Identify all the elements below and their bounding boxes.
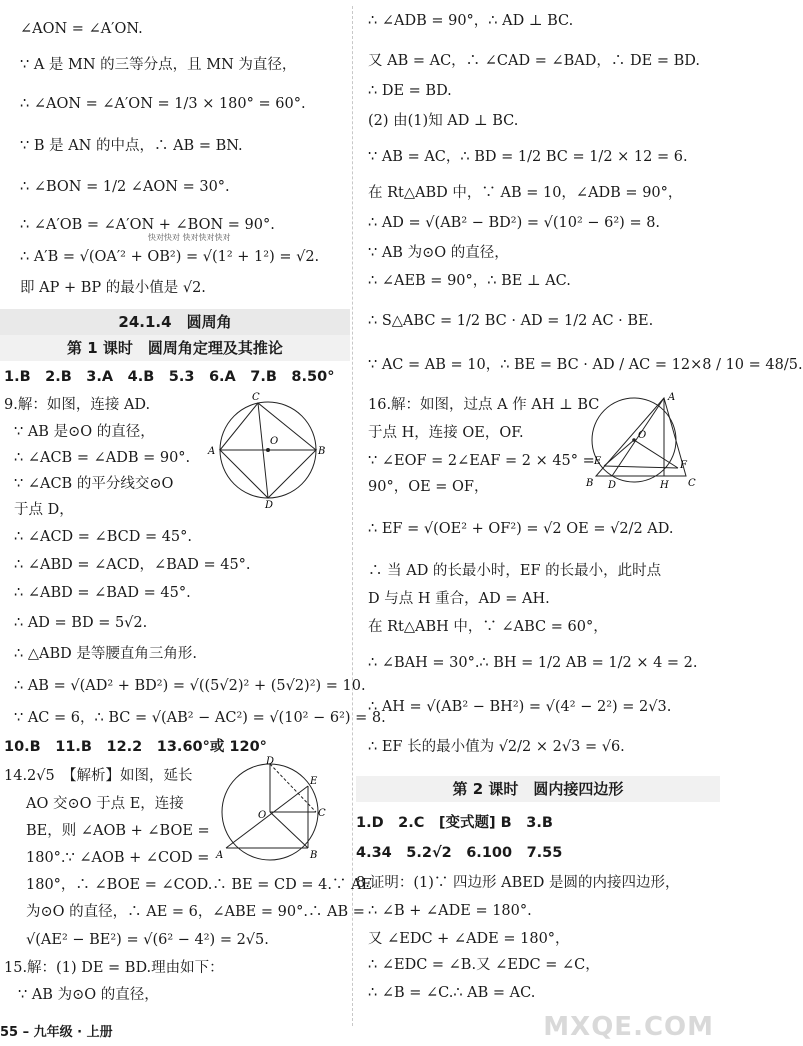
fig-label: E bbox=[310, 776, 318, 787]
q14-line: AO 交⊙O 于点 E，连接 bbox=[26, 796, 184, 812]
q8-line: ∴ ∠EDC = ∠B.又 ∠EDC = ∠C， bbox=[368, 957, 600, 973]
q15-line: 15.解：(1) DE = BD.理由如下： bbox=[4, 960, 224, 976]
stamp-text: 快对快对 快对快对快对 bbox=[148, 233, 231, 242]
q9-line: ∴ ∠ABD = ∠BAD = 45°. bbox=[14, 585, 191, 601]
answers-row: 1.B 2.B 3.A 4.B 5.3 6.A 7.B 8.50° bbox=[4, 369, 335, 385]
q14-figure bbox=[214, 756, 328, 866]
q16-line: ∴ EF = √(OE² + OF²) = √2 OE = √2/2 AD. bbox=[368, 521, 674, 537]
lesson-title: 第 2 课时 圆内接四边形 bbox=[356, 776, 720, 802]
q14-line: 180°.∵ ∠AOB + ∠COD = bbox=[26, 850, 210, 866]
q16-line: ∴ AH = √(AB² − BH²) = √(4² − 2²) = 2√3. bbox=[368, 699, 672, 715]
q15-line: ∵ AB 为⊙O 的直径， bbox=[18, 987, 159, 1003]
fig-label: E bbox=[594, 456, 602, 467]
text-line: ∵ B 是 AN 的中点，∴ AB = BN. bbox=[20, 138, 243, 154]
q8-line: ∴ ∠B = ∠C.∴ AB = AC. bbox=[368, 985, 536, 1001]
q16-figure bbox=[582, 390, 706, 492]
fig-label: O bbox=[270, 436, 279, 447]
q16-line: ∴ EF 长的最小值为 √2/2 × 2√3 = √6. bbox=[368, 739, 625, 755]
fig-label: C bbox=[688, 478, 696, 489]
q14-line: 为⊙O 的直径，∴ AE = 6，∠ABE = 90°.∴ AB = bbox=[26, 904, 365, 920]
q15-line: (2) 由(1)知 AD ⊥ BC. bbox=[368, 113, 519, 129]
q15-line: ∴ DE = BD. bbox=[368, 83, 452, 99]
q15-line: ∴ S△ABC = 1/2 BC · AD = 1/2 AC · BE. bbox=[368, 313, 654, 329]
q9-line: ∴ AB = √(AD² + BD²) = √((5√2)² + (5√2)²) = 10. bbox=[14, 678, 366, 694]
q15-line: ∵ AC = AB = 10，∴ BE = BC · AD / AC = 12×8 / 10 = 48/5. bbox=[368, 357, 803, 373]
q16-line: D 与点 H 重合，AD = AH. bbox=[368, 591, 550, 607]
fig-label: O bbox=[258, 810, 267, 821]
q9-line: ∴ △ABD 是等腰直角三角形. bbox=[14, 646, 197, 662]
fig-label: B bbox=[310, 850, 318, 861]
q9-figure bbox=[206, 388, 330, 510]
q15-line: 又 AB = AC，∴ ∠CAD = ∠BAD，∴ DE = BD. bbox=[368, 53, 700, 69]
fig-label: O bbox=[638, 430, 647, 441]
q16-line: ∵ ∠EOF = 2∠EAF = 2 × 45° = bbox=[368, 453, 595, 469]
q15-line: ∵ AB 为⊙O 的直径， bbox=[368, 245, 509, 261]
fig-label: H bbox=[660, 480, 669, 491]
q9-line: ∴ ∠ACB = ∠ADB = 90°. bbox=[14, 450, 191, 466]
q8-line: 又 ∠EDC + ∠ADE = 180°， bbox=[368, 931, 570, 947]
q14-line: BE，则 ∠AOB + ∠BOE = bbox=[26, 823, 210, 839]
q9-line: 9.解：如图，连接 AD. bbox=[4, 397, 151, 413]
q9-line: ∵ ∠ACB 的平分线交⊙O bbox=[14, 476, 174, 492]
fig-label: D bbox=[608, 480, 617, 491]
text-line: ∴ ∠A′OB = ∠A′ON + ∠BON = 90°. bbox=[20, 217, 275, 233]
q9-line: 于点 D， bbox=[14, 502, 74, 518]
q14-line: 14.2√5 【解析】如图，延长 bbox=[4, 768, 193, 784]
fig-label: D bbox=[266, 756, 275, 767]
text-line: ∴ A′B = √(OA′² + OB²) = √(1² + 1²) = √2. bbox=[20, 249, 320, 265]
fig-label: A bbox=[208, 446, 216, 457]
q15-line: ∴ AD = √(AB² − BD²) = √(10² − 6²) = 8. bbox=[368, 215, 661, 231]
q9-line: ∵ AC = 6，∴ BC = √(AB² − AC²) = √(10² − 6²) = 8. bbox=[14, 710, 386, 726]
q9-line: ∵ AB 是⊙O 的直径， bbox=[14, 424, 155, 440]
q8-line: ∴ ∠B + ∠ADE = 180°. bbox=[368, 903, 532, 919]
q9-line: ∴ ∠ACD = ∠BCD = 45°. bbox=[14, 529, 193, 545]
fig-label: B bbox=[586, 478, 594, 489]
text-line: ∵ A 是 MN 的三等分点，且 MN 为直径， bbox=[20, 57, 297, 73]
fig-label: C bbox=[318, 808, 326, 819]
fig-label: A bbox=[216, 850, 224, 861]
q15-line: ∴ ∠AEB = 90°，∴ BE ⊥ AC. bbox=[368, 273, 571, 289]
q16-line: 90°，OE = OF， bbox=[368, 479, 489, 495]
q9-line: ∴ ∠ABD = ∠ACD，∠BAD = 45°. bbox=[14, 557, 251, 573]
fig-label: F bbox=[680, 460, 687, 471]
text-line: ∴ ∠AON = ∠A′ON = 1/3 × 180° = 60°. bbox=[20, 96, 306, 112]
q16-line: ∴ 当 AD 的长最小时，EF 的长最小，此时点 bbox=[368, 563, 662, 579]
fig-label: C bbox=[252, 392, 260, 403]
q16-line: 在 Rt△ABH 中，∵ ∠ABC = 60°， bbox=[368, 619, 608, 635]
fig-label: B bbox=[318, 446, 326, 457]
q16-line: ∴ ∠BAH = 30°.∴ BH = 1/2 AB = 1/2 × 4 = 2. bbox=[368, 655, 698, 671]
text-line: ∴ ∠BON = 1/2 ∠AON = 30°. bbox=[20, 179, 230, 195]
q15-line: 在 Rt△ABD 中，∵ AB = 10，∠ADB = 90°， bbox=[368, 185, 683, 201]
answers-row: 1.D 2.C [变式题] B 3.B bbox=[356, 815, 553, 831]
text-line: ∠AON = ∠A′ON. bbox=[20, 21, 143, 37]
q14-line: √(AE² − BE²) = √(6² − 4²) = 2√5. bbox=[26, 932, 269, 948]
page-footer: 55 – 九年级 · 上册 bbox=[0, 1025, 113, 1040]
watermark-text: MXQE.COM bbox=[543, 1012, 714, 1042]
fig-label: A bbox=[668, 392, 676, 403]
section-title: 24.1.4 圆周角 bbox=[0, 309, 350, 335]
answers-row: 4.34 5.2√2 6.100 7.55 bbox=[356, 845, 563, 861]
lesson-title: 第 1 课时 圆周角定理及其推论 bbox=[0, 335, 350, 361]
q8-line: 8.证明：(1)∵ 四边形 ABED 是圆的内接四边形， bbox=[356, 875, 680, 891]
q16-line: 于点 H，连接 OE，OF. bbox=[368, 425, 524, 441]
column-divider bbox=[352, 6, 353, 1026]
q16-line: 16.解：如图，过点 A 作 AH ⊥ BC bbox=[368, 397, 600, 413]
q15-line: ∵ AB = AC，∴ BD = 1/2 BC = 1/2 × 12 = 6. bbox=[368, 149, 688, 165]
fig-label: D bbox=[265, 500, 274, 511]
q15-line: ∴ ∠ADB = 90°，∴ AD ⊥ BC. bbox=[368, 13, 574, 29]
text-line: 即 AP + BP 的最小值是 √2. bbox=[20, 280, 206, 296]
q14-line: 180°，∴ ∠BOE = ∠COD.∴ BE = CD = 4.∵ AE bbox=[26, 877, 373, 893]
q9-line: ∴ AD = BD = 5√2. bbox=[14, 615, 148, 631]
answers-row: 10.B 11.B 12.2 13.60°或 120° bbox=[4, 739, 267, 755]
